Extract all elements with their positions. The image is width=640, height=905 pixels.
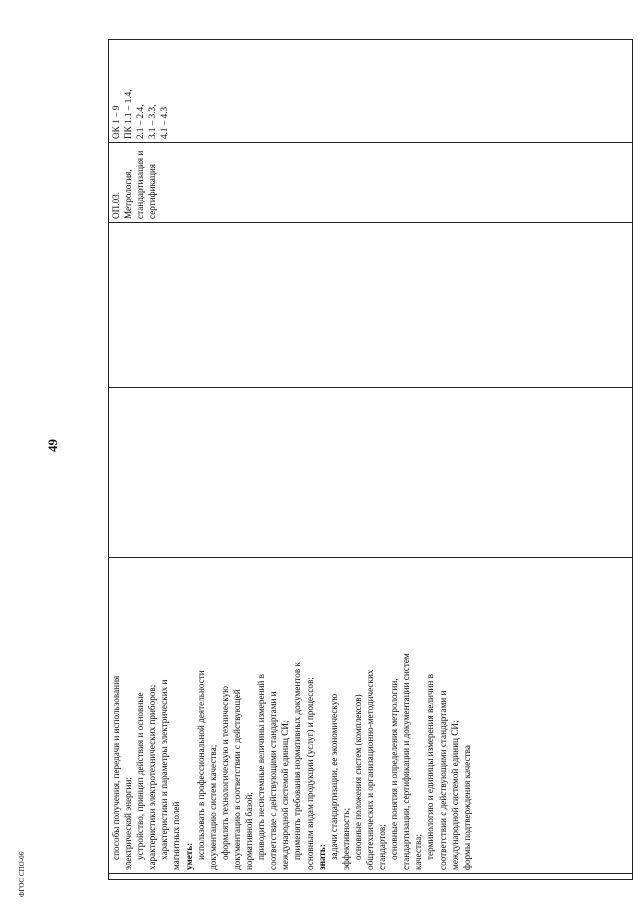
footer-code: ФГОС СПО-06 [18, 851, 26, 897]
knowledge-line: основные понятия и определения метрологии, [389, 678, 400, 860]
knowledge-line: формы подтверждения качества [461, 745, 472, 870]
table-cell-empty-1 [109, 388, 633, 558]
knowledge-line: соответствие с действующими стандартами и [268, 691, 279, 870]
discipline-line: ОП.03. Метрология, [111, 169, 134, 219]
discipline-text [110, 146, 158, 219]
table-cell-knowledge-skills [109, 558, 633, 874]
rotated-table-container [108, 40, 633, 880]
competency-codes-text [110, 43, 170, 139]
knowledge-line: соответствии с действующими стандартами и [437, 690, 448, 870]
knowledge-line: общетехнических и организационно-методических [364, 669, 375, 870]
knowledge-line: нормативной базой; [244, 792, 255, 870]
knowledge-line: основным видам продукции (услуг) и процессов; [304, 677, 315, 870]
discipline-line: сертификация [147, 163, 158, 219]
knowledge-line: приводить несистемные величины измерений в [256, 674, 267, 860]
table-cell-discipline [109, 143, 633, 223]
competency-line: ПК 1.1 – 1.4, [123, 89, 134, 139]
knowledge-line: знать: [316, 844, 327, 870]
competency-line: 4.1 – 4.3 [159, 106, 170, 139]
knowledge-line: задачи стандартизации, ее экономическую [328, 693, 339, 860]
knowledge-line: качества; [413, 834, 424, 870]
table-cell-empty-2 [109, 223, 633, 388]
knowledge-line: оформлять технологическую и техническую [219, 685, 230, 860]
knowledge-line: основные положения систем (комплексов) [352, 694, 363, 860]
knowledge-line: терминологию и единицы измерения величин в [425, 674, 436, 860]
knowledge-line: характеристики и параметры электрических и [159, 679, 170, 860]
knowledge-line: международной системой единиц СИ; [280, 720, 291, 870]
knowledge-line: характеристики электротехнических приборов; [147, 684, 158, 870]
table-row [109, 40, 633, 880]
competency-line: 2.1 – 2.4, [135, 104, 146, 139]
knowledge-line: электрической энергии; [123, 777, 134, 870]
table-cell-index [109, 874, 633, 880]
knowledge-line: магнитных полей [171, 801, 182, 870]
table-cell-competencies [109, 40, 633, 143]
knowledge-line: стандартов; [377, 824, 388, 870]
knowledge-line: стандартизации, сертификации и документации систем [401, 653, 412, 870]
competency-line: ОК 1 – 9 [111, 105, 121, 139]
knowledge-line: международной системой единиц СИ; [449, 720, 460, 870]
competency-table [108, 39, 633, 880]
knowledge-skills-text [110, 561, 473, 870]
knowledge-line: эффективность; [340, 807, 351, 870]
knowledge-line: использовать в профессиональной деятельности [195, 670, 206, 860]
knowledge-line: способы получения, передачи и использования [111, 675, 121, 860]
page-number: 49 [45, 439, 60, 452]
competency-line: 3.1 – 3.3, [147, 104, 158, 139]
knowledge-line: документацию систем качества; [207, 744, 218, 870]
knowledge-line: устройство, принцип действия и основные [135, 692, 146, 860]
discipline-line: стандартизация и [135, 150, 146, 219]
knowledge-line: применять требования нормативных документов к [292, 662, 303, 860]
knowledge-line: документацию в соответствии с действующей [231, 689, 242, 870]
knowledge-line: уметь: [183, 842, 194, 870]
